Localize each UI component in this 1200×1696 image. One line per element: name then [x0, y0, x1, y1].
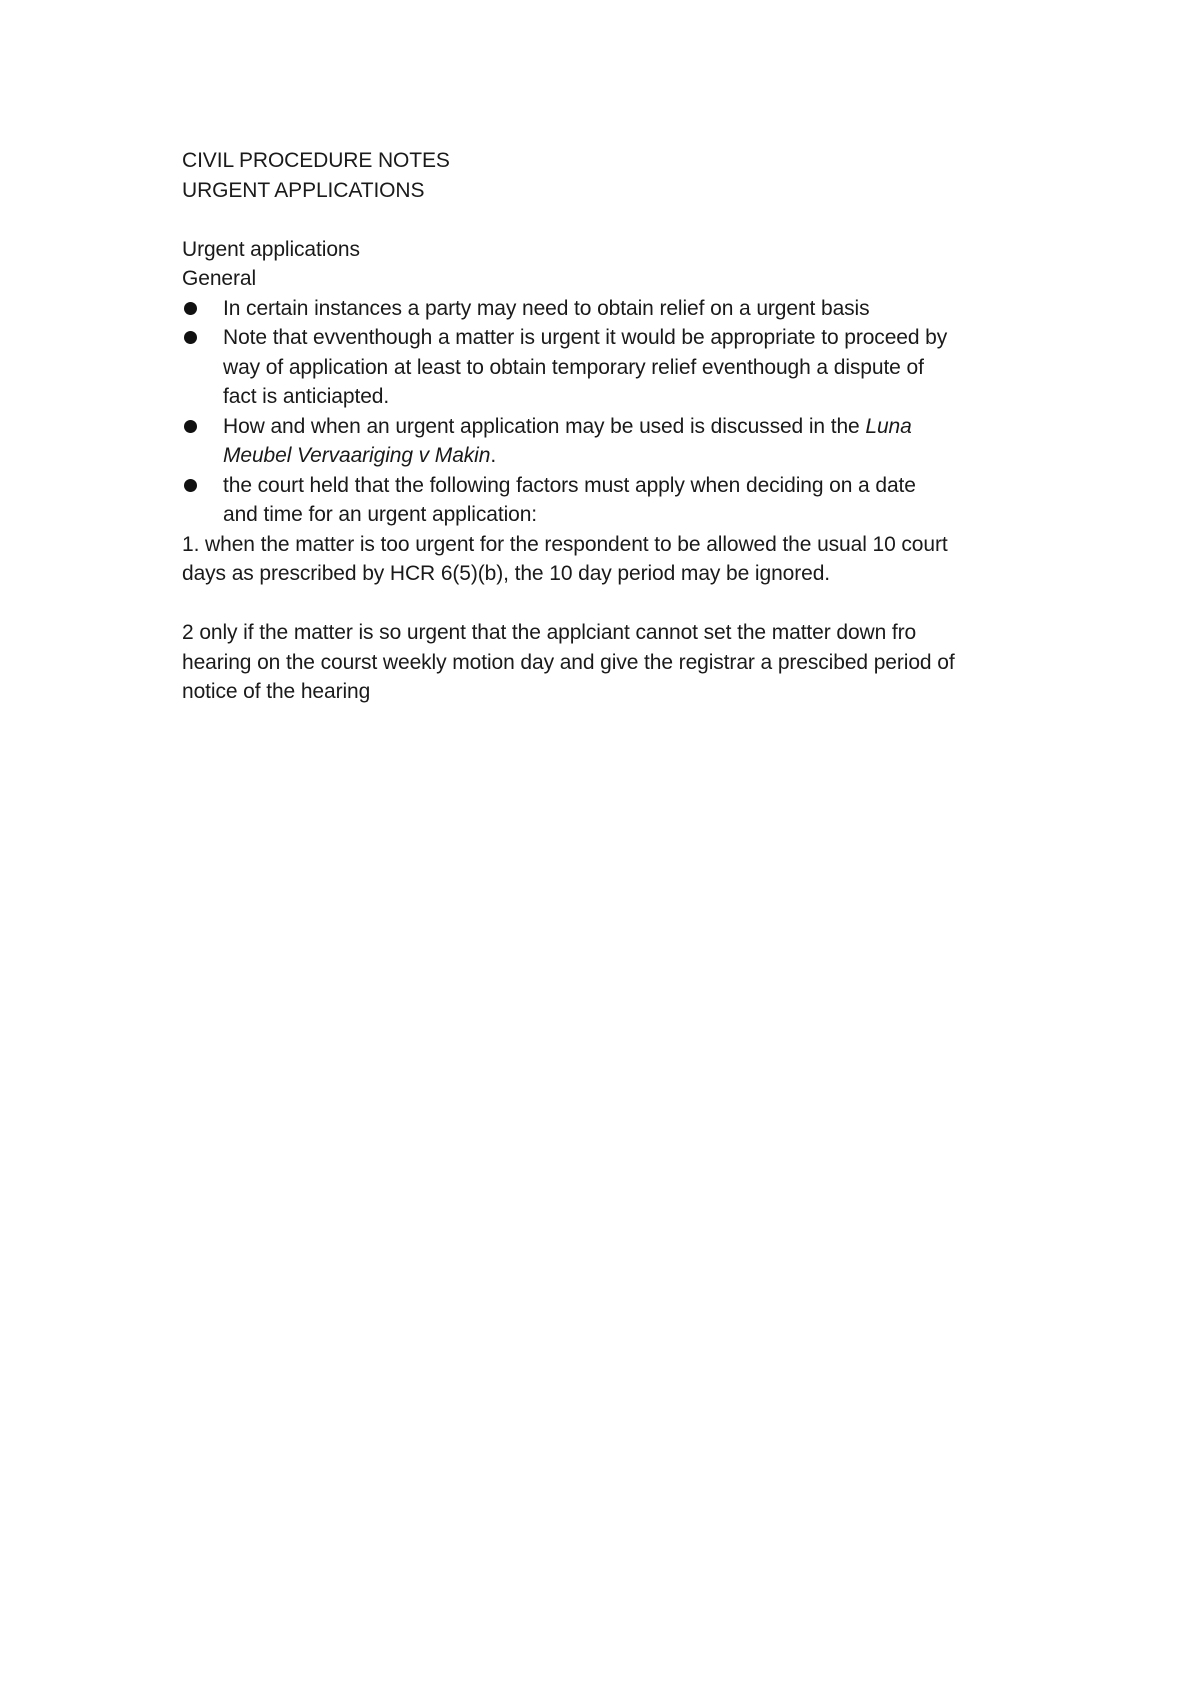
- bullet-text: the court held that the following factors must apply when deciding on a date: [223, 473, 916, 497]
- bullet-text-plain: .: [490, 444, 497, 467]
- point-text: notice of the hearing: [182, 680, 371, 703]
- bullet-icon: [184, 302, 197, 315]
- case-name-italic: Luna: [865, 414, 912, 438]
- bullet-list: [182, 294, 1042, 530]
- bullet-text: [223, 441, 1042, 471]
- point-text: 2 only if the matter is so urgent that the applciant cannot set the matter down fro: [182, 621, 917, 644]
- section-heading: Urgent applications: [182, 237, 360, 261]
- bullet-icon: [184, 420, 197, 433]
- bullet-text: Note that evventhough a matter is urgent it would be appropriate to proceed by: [223, 326, 948, 349]
- case-name-italic: Meubel Vervaariging v Makin: [223, 444, 491, 467]
- point-text: days as prescribed by HCR 6(5)(b), the 10 day period may be ignored.: [182, 562, 831, 585]
- spacer: [182, 205, 1042, 235]
- bullet-text: fact is anticiapted.: [223, 385, 390, 408]
- list-item: [182, 471, 1042, 530]
- list-item: [182, 294, 1042, 324]
- point-text: 1. when the matter is too urgent for the respondent to be allowed the usual 10 court: [182, 532, 948, 556]
- spacer: [182, 589, 1042, 619]
- numbered-point: [182, 530, 1042, 589]
- bullet-icon: [184, 479, 197, 492]
- list-item: [182, 412, 1042, 471]
- document-body: [182, 146, 1042, 707]
- document-title: CIVIL PROCEDURE NOTES: [182, 149, 450, 172]
- numbered-point: [182, 618, 1042, 707]
- list-item: [182, 323, 1042, 412]
- bullet-icon: [184, 331, 197, 344]
- section-subheading: General: [182, 267, 257, 290]
- document-subtitle: URGENT APPLICATIONS: [182, 178, 425, 202]
- bullet-text: [223, 412, 1042, 442]
- bullet-text: way of application at least to obtain temporary relief eventhough a dispute of: [223, 355, 924, 379]
- bullet-text: In certain instances a party may need to obtain relief on a urgent basis: [223, 296, 870, 320]
- bullet-text-plain: How and when an urgent application may be used is discussed in the: [223, 414, 866, 438]
- point-text: hearing on the courst weekly motion day and give the registrar a prescibed period of: [182, 650, 955, 674]
- bullet-text: and time for an urgent application:: [223, 503, 538, 526]
